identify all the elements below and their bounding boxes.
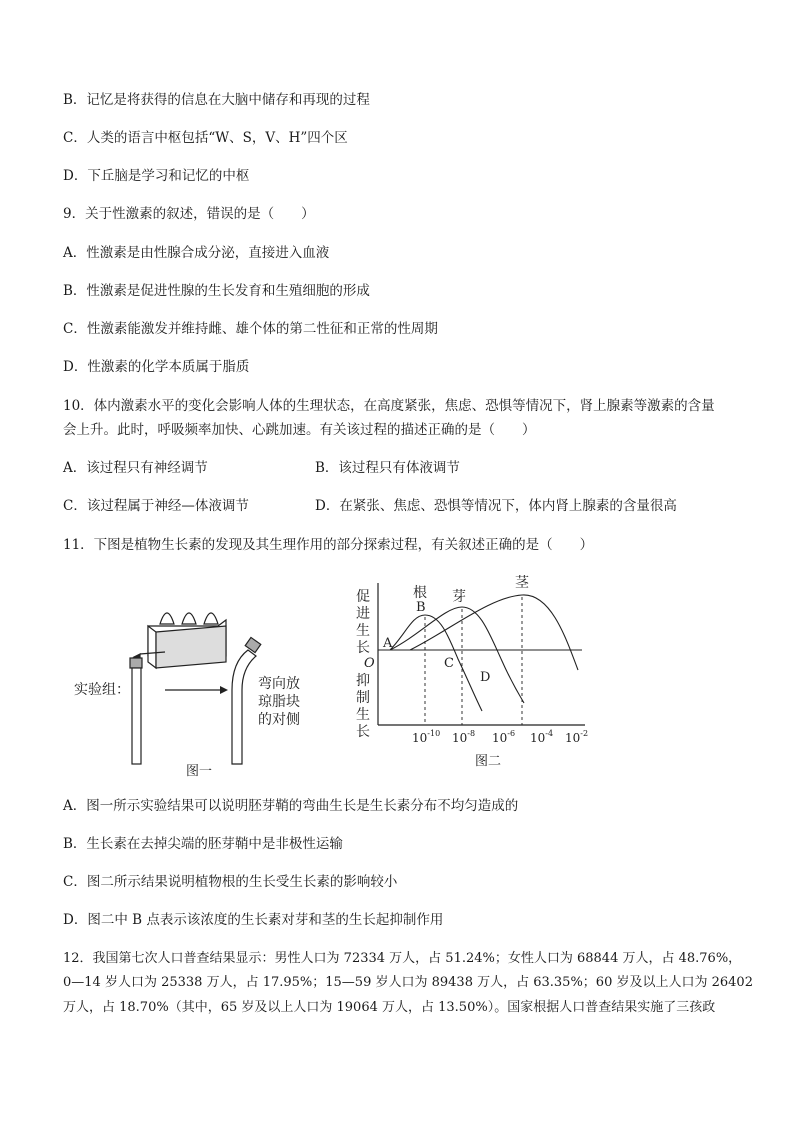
ylabel-inhibit-2: 制 [356, 690, 370, 706]
ylabel-inhibit-1: 抑 [356, 673, 370, 689]
q11-option-d: D．图二中 B 点表示该浓度的生长素对芽和茎的生长起抑制作用 [63, 912, 444, 928]
bud-label: 芽 [452, 589, 466, 605]
root-curve [390, 615, 482, 711]
figure-2-auxin-curves [350, 575, 600, 750]
q9-stem: 9．关于性激素的叙述，错误的是（ ） [63, 206, 315, 222]
straight-coleoptile-illustration [130, 658, 142, 764]
q12-line1: 12．我国第七次人口普查结果显示：男性人口为 72334 万人，占 51.24%；女性人口为 68844 万人，占 48.76%， [63, 951, 742, 966]
ylabel-inhibit-4: 长 [356, 724, 370, 740]
q11-option-a: A．图一所示实验结果可以说明胚芽鞘的弯曲生长是生长素分布不均匀造成的 [63, 798, 519, 814]
q11-option-b: B．生长素在去掉尖端的胚芽鞘中是非极性运输 [63, 836, 343, 852]
q10-option-b: B．该过程只有体液调节 [315, 460, 460, 476]
point-d-label: D [480, 670, 491, 685]
point-b-label: B [416, 600, 426, 615]
stem-curve [410, 595, 578, 670]
q9-option-d: D．性激素的化学本质属于脂质 [63, 359, 250, 375]
q10-option-a: A．该过程只有神经调节 [63, 460, 208, 476]
x-tick-label: $10^{-2}$ [565, 729, 589, 745]
q11-stem: 11．下图是植物生长素的发现及其生理作用的部分探索过程，有关叙述正确的是（ ） [63, 537, 594, 553]
root-label: 根 [413, 585, 427, 601]
ylabel-promote-3: 生 [356, 623, 370, 639]
note-bend-line2: 琼脂块 [258, 694, 300, 710]
x-tick-label: $10^{-4}$ [530, 729, 554, 745]
q10-stem-line1: 10．体内激素水平的变化会影响人体的生理状态，在高度紧张，焦虑、恐惧等情况下，肾上腺素等激素的含量 [63, 398, 715, 414]
x-tick-label: $10^{-6}$ [492, 729, 516, 745]
figure-2-caption: 图二 [475, 754, 502, 769]
origin-label: O [364, 656, 375, 671]
ylabel-promote-1: 促 [356, 589, 370, 605]
q11-option-c: C．图二所示结果说明植物根的生长受生长素的影响较小 [63, 874, 398, 890]
coleoptile-tips-illustration [134, 613, 226, 668]
note-bend-line1: 弯向放 [258, 676, 300, 692]
point-c-label: C [444, 656, 454, 671]
stem-label: 茎 [515, 575, 529, 591]
x-tick-label: $10^{-8}$ [452, 729, 476, 745]
q10-stem-line2: 会上升。此时，呼吸频率加快、心跳加速。有关该过程的描述正确的是（ ） [63, 422, 536, 438]
figure-1-caption: 图一 [186, 764, 213, 779]
ylabel-promote-4: 长 [356, 640, 370, 656]
q8-option-b: B．记忆是将获得的信息在大脑中储存和再现的过程 [63, 92, 370, 108]
bent-coleoptile-illustration [232, 637, 261, 764]
q9-option-a: A．性激素是由性腺合成分泌，直接进入血液 [63, 245, 330, 261]
q10-option-d: D．在紧张、焦虑、恐惧等情况下，体内肾上腺素的含量很高 [315, 498, 677, 514]
q9-option-c: C．性激素能激发并维持雌、雄个体的第二性征和正常的性周期 [63, 321, 438, 337]
experiment-group-label: 实验组： [74, 682, 130, 698]
ylabel-promote-2: 进 [356, 606, 370, 622]
q12-line2: 0—14 岁人口为 25338 万人，占 17.95%；15—59 岁人口为 89438 万人，占 63.35%；60 岁及以上人口为 26402 [63, 975, 753, 990]
point-a-label: A [383, 636, 393, 651]
q9-option-b: B．性激素是促进性腺的生长发育和生殖细胞的形成 [63, 283, 370, 299]
q8-option-c: C．人类的语言中枢包括“W、S，V、H”四个区 [63, 130, 348, 146]
x-tick-label: $10^{-10}$ [412, 729, 441, 745]
bud-curve [390, 607, 524, 703]
note-bend-line3: 的对侧 [258, 712, 300, 728]
q8-option-d: D．下丘脑是学习和记忆的中枢 [63, 168, 250, 184]
q12-line3: 万人，占 18.70%（其中，65 岁及以上人口为 19064 万人，占 13.50%）。国家根据人口普查结果实施了三孩政 [63, 1000, 716, 1015]
ylabel-inhibit-3: 生 [356, 707, 370, 723]
arrow-icon [165, 686, 228, 694]
figure-1-experiment [70, 598, 320, 778]
q10-option-c: C．该过程属于神经—体液调节 [63, 498, 249, 514]
